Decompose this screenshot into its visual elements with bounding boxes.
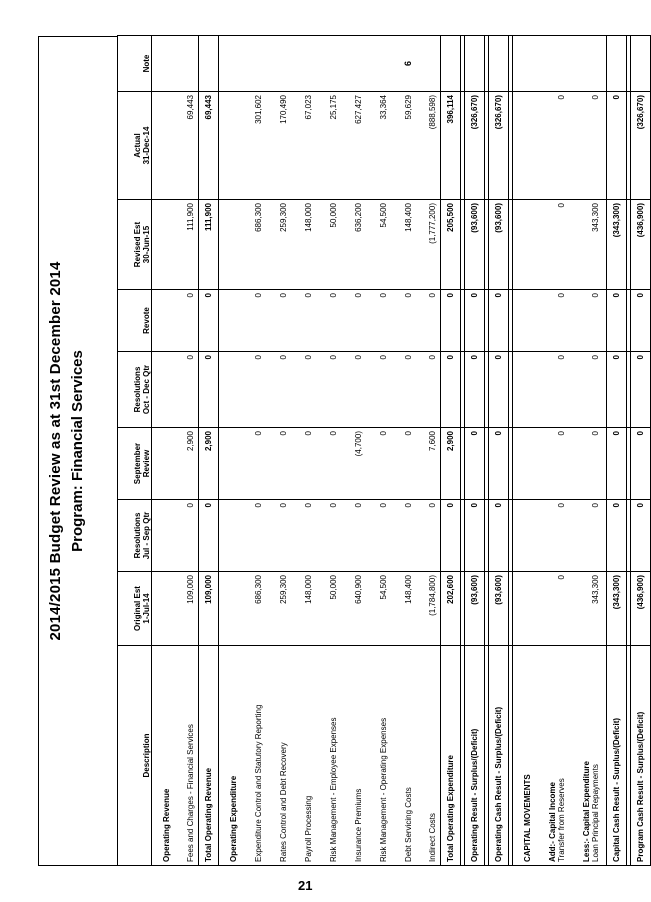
table-cell-value: 0 <box>535 92 569 200</box>
table-cell-value: (326,670) <box>489 92 509 200</box>
col-note: Note <box>118 36 152 92</box>
row-label: Total Operating Revenue <box>199 646 219 866</box>
table-cell-value: 0 <box>266 500 291 572</box>
table-cell-value: (326,670) <box>465 92 485 200</box>
table-cell <box>219 290 241 352</box>
table-cell <box>152 200 174 290</box>
row-label: Debt Servicing Costs <box>391 646 416 866</box>
table-cell-value: 0 <box>465 500 485 572</box>
table-cell-value: 0 <box>535 572 569 646</box>
row-label: Expenditure Control and Statutory Reporting <box>241 646 266 866</box>
table-cell-value: 0 <box>366 500 391 572</box>
table-cell <box>513 572 535 646</box>
table-cell-value: 0 <box>535 428 569 500</box>
row-label: Indirect Costs <box>416 646 441 866</box>
program-title: Program: Financial Services <box>69 350 86 552</box>
table-cell-value: (343,300) <box>607 572 627 646</box>
table-cell-value: 25,175 <box>316 92 341 200</box>
table-cell <box>513 92 535 200</box>
table-cell-value: (4,700) <box>341 428 366 500</box>
table-cell <box>513 500 535 572</box>
table-cell-value: 0 <box>535 200 569 290</box>
row-label: Capital Cash Result - Surplus/(Deficit) <box>607 646 627 866</box>
section-label: CAPITAL MOVEMENTS <box>513 646 535 866</box>
table-cell-value: 0 <box>631 500 651 572</box>
table-cell-value: (326,670) <box>631 92 651 200</box>
table-cell-value: 33,364 <box>366 92 391 200</box>
table-cell <box>366 36 391 92</box>
table-cell-value: 69,443 <box>174 92 199 200</box>
section-operating-expenditure <box>219 36 241 866</box>
table-cell-value: 0 <box>174 352 199 428</box>
table-cell-value: 0 <box>416 290 441 352</box>
table-cell <box>489 36 509 92</box>
table-cell-value: 0 <box>535 290 569 352</box>
table-row <box>341 36 366 866</box>
table-cell-value: 0 <box>607 92 627 200</box>
table-cell-value: 0 <box>569 352 603 428</box>
table-cell-value: 0 <box>341 352 366 428</box>
col-resolutions-jul-sep: Resolutions Jul - Sep Qtr <box>118 500 152 572</box>
total-row <box>607 36 627 866</box>
table-cell-value: (1,777,200) <box>416 200 441 290</box>
section-label: Operating Expenditure <box>219 646 241 866</box>
header-row <box>118 36 152 866</box>
rotated-budget-page <box>38 36 645 866</box>
table-cell <box>607 36 627 92</box>
table-row <box>569 36 603 866</box>
table-cell-value: 0 <box>607 290 627 352</box>
table-cell-value: 0 <box>316 500 341 572</box>
table-cell <box>152 36 174 92</box>
budget-table <box>117 35 651 866</box>
table-cell-value: (93,600) <box>489 572 509 646</box>
table-cell-value: (436,900) <box>631 200 651 290</box>
table-cell-value: 7,600 <box>416 428 441 500</box>
title-box <box>38 36 118 866</box>
table-cell-value: 0 <box>366 290 391 352</box>
table-cell-value: 0 <box>489 290 509 352</box>
table-cell-value: 205,500 <box>441 200 461 290</box>
total-row <box>199 36 219 866</box>
table-cell-value: 0 <box>316 290 341 352</box>
table-cell <box>266 36 291 92</box>
table-cell-value: 0 <box>366 352 391 428</box>
section-label: Operating Revenue <box>152 646 174 866</box>
table-cell-value: 0 <box>465 428 485 500</box>
table-row <box>416 36 441 866</box>
row-label: Payroll Processing <box>291 646 316 866</box>
row-label: Operating Result - Surplus/(Deficit) <box>465 646 485 866</box>
table-cell-value: 0 <box>631 428 651 500</box>
col-september-review: September Review <box>118 428 152 500</box>
table-cell <box>219 572 241 646</box>
table-cell-value: 0 <box>291 290 316 352</box>
table-row <box>535 36 569 866</box>
table-cell <box>513 36 535 92</box>
table-cell <box>199 36 219 92</box>
table-row <box>241 36 266 866</box>
table-cell-value: 0 <box>241 290 266 352</box>
table-cell-value: 0 <box>569 428 603 500</box>
table-cell-value: 0 <box>416 500 441 572</box>
table-cell <box>241 36 266 92</box>
table-cell-value: 0 <box>241 352 266 428</box>
table-cell-value: (888,598) <box>416 92 441 200</box>
col-original-est: Original Est 1-Jul-14 <box>118 572 152 646</box>
table-cell <box>219 500 241 572</box>
table-cell-value: 2,900 <box>199 428 219 500</box>
table-cell-value: 0 <box>316 428 341 500</box>
col-description: Description <box>118 646 152 866</box>
table-row <box>291 36 316 866</box>
table-cell-value: 0 <box>489 500 509 572</box>
table-row <box>316 36 341 866</box>
table-cell-value: 59,629 <box>391 92 416 200</box>
row-label: Risk Management - Employee Expenses <box>316 646 341 866</box>
row-label: Risk Management - Operating Expenses <box>366 646 391 866</box>
table-cell-value: 0 <box>391 352 416 428</box>
table-cell-value: 0 <box>416 352 441 428</box>
table-cell-value: (93,600) <box>465 572 485 646</box>
col-actual: Actual 31-Dec-14 <box>118 92 152 200</box>
row-label: Operating Cash Result - Surplus/(Deficit) <box>489 646 509 866</box>
table-cell <box>535 36 569 92</box>
table-cell-value: 0 <box>241 428 266 500</box>
table-cell-value: 396,114 <box>441 92 461 200</box>
table-cell-value: 54,500 <box>366 200 391 290</box>
table-cell-value: 0 <box>441 500 461 572</box>
total-row <box>489 36 509 866</box>
table-cell-value: 109,000 <box>199 572 219 646</box>
section-capital-movements <box>513 36 535 866</box>
table-cell-value: 0 <box>266 352 291 428</box>
col-resolutions-oct-dec: Resolutions Oct - Dec Qtr <box>118 352 152 428</box>
table-cell <box>152 352 174 428</box>
table-cell-value: 0 <box>341 290 366 352</box>
table-cell-value: 0 <box>607 428 627 500</box>
table-cell-value: 0 <box>535 352 569 428</box>
table-cell-value: 0 <box>291 428 316 500</box>
table-cell-value: 0 <box>174 500 199 572</box>
table-row <box>174 36 199 866</box>
table-cell-value: 636,200 <box>341 200 366 290</box>
table-cell-value: 0 <box>266 428 291 500</box>
table-cell <box>219 36 241 92</box>
table-cell-value: 2,900 <box>174 428 199 500</box>
table-cell-value: 0 <box>341 500 366 572</box>
table-cell-value: 0 <box>569 500 603 572</box>
table-cell-value: 67,023 <box>291 92 316 200</box>
table-cell-value: 0 <box>489 352 509 428</box>
table-cell-value: (93,600) <box>465 200 485 290</box>
table-cell <box>416 36 441 92</box>
row-label: Insurance Premiums <box>341 646 366 866</box>
table-cell <box>316 36 341 92</box>
table-cell-value: (1,784,800) <box>416 572 441 646</box>
table-cell-value: 343,300 <box>569 200 603 290</box>
table-cell <box>465 36 485 92</box>
table-cell-value: (436,900) <box>631 572 651 646</box>
table-cell <box>631 36 651 92</box>
table-cell-value: 0 <box>465 290 485 352</box>
table-cell-value: 202,600 <box>441 572 461 646</box>
table-cell-value: 0 <box>535 500 569 572</box>
table-cell-value: 686,300 <box>241 200 266 290</box>
table-cell-value: 0 <box>391 428 416 500</box>
table-cell <box>513 200 535 290</box>
table-cell-value: 0 <box>199 352 219 428</box>
table-cell-value: 0 <box>441 290 461 352</box>
table-cell <box>152 428 174 500</box>
table-cell <box>152 500 174 572</box>
table-row <box>366 36 391 866</box>
row-label: Add:- Capital Income Transfer from Reserves <box>535 646 569 866</box>
table-cell <box>341 36 366 92</box>
table-row <box>266 36 291 866</box>
table-cell <box>219 428 241 500</box>
table-cell-value: 0 <box>465 352 485 428</box>
col-revised-est: Revised Est 30-Jun-15 <box>118 200 152 290</box>
table-cell <box>152 92 174 200</box>
table-cell-value: 0 <box>631 352 651 428</box>
table-cell-value: 0 <box>266 290 291 352</box>
table-cell <box>569 36 603 92</box>
table-cell-value: 0 <box>241 500 266 572</box>
table-cell-value: 0 <box>631 290 651 352</box>
table-cell-value: 0 <box>316 352 341 428</box>
table-cell <box>219 92 241 200</box>
table-cell-value: (343,300) <box>607 200 627 290</box>
table-cell-value: 301,602 <box>241 92 266 200</box>
table-cell <box>152 290 174 352</box>
table-cell-value: 0 <box>391 290 416 352</box>
table-cell-value: 0 <box>569 290 603 352</box>
table-cell-value: 627,427 <box>341 92 366 200</box>
row-label: Total Operating Expenditure <box>441 646 461 866</box>
table-cell-value: (93,600) <box>489 200 509 290</box>
table-cell-value: 0 <box>441 352 461 428</box>
table-cell-value: 148,400 <box>391 200 416 290</box>
table-cell-value: 2,900 <box>441 428 461 500</box>
section-operating-revenue <box>152 36 174 866</box>
table-cell-value: 0 <box>291 500 316 572</box>
total-row <box>441 36 461 866</box>
row-label: Rates Control and Debt Recovery <box>266 646 291 866</box>
table-cell-value: 0 <box>569 92 603 200</box>
table-cell-value: 170,490 <box>266 92 291 200</box>
table-cell <box>152 572 174 646</box>
table-cell <box>174 36 199 92</box>
row-label: Less:- Capital Expenditure Loan Principal Repayments <box>569 646 603 866</box>
table-cell-value: 148,400 <box>391 572 416 646</box>
table-cell <box>219 352 241 428</box>
table-cell-value: 69,443 <box>199 92 219 200</box>
table-cell-value: 148,000 <box>291 572 316 646</box>
table-cell <box>291 36 316 92</box>
row-label: Fees and Charges - Financial Services <box>174 646 199 866</box>
table-cell-value: 111,900 <box>199 200 219 290</box>
table-cell <box>219 200 241 290</box>
total-row <box>465 36 485 866</box>
row-label: Program Cash Result - Surplus/(Deficit) <box>631 646 651 866</box>
col-revote: Revote <box>118 290 152 352</box>
table-cell-value: 640,900 <box>341 572 366 646</box>
table-row <box>391 36 416 866</box>
table-cell-value: 109,000 <box>174 572 199 646</box>
report-title: 2014/2015 Budget Review as at 31st December 2014 <box>47 261 64 641</box>
table-cell-value: 259,300 <box>266 200 291 290</box>
table-cell-value: 50,000 <box>316 572 341 646</box>
table-cell-value: 54,500 <box>366 572 391 646</box>
table-cell <box>513 352 535 428</box>
table-cell <box>441 36 461 92</box>
total-row <box>631 36 651 866</box>
table-cell-value: 686,300 <box>241 572 266 646</box>
table-cell-value: 0 <box>174 290 199 352</box>
table-cell-value: 0 <box>199 290 219 352</box>
page-number: 21 <box>298 878 313 893</box>
table-cell-value: 111,900 <box>174 200 199 290</box>
table-cell-value: 148,000 <box>291 200 316 290</box>
note-reference: 6 <box>391 36 416 92</box>
table-cell <box>513 428 535 500</box>
table-cell-value: 0 <box>607 500 627 572</box>
table-cell-value: 0 <box>291 352 316 428</box>
table-cell-value: 0 <box>489 428 509 500</box>
table-cell-value: 0 <box>391 500 416 572</box>
table-cell-value: 343,300 <box>569 572 603 646</box>
table-cell-value: 0 <box>366 428 391 500</box>
table-cell-value: 0 <box>607 352 627 428</box>
table-cell <box>513 290 535 352</box>
table-cell-value: 259,300 <box>266 572 291 646</box>
table-cell-value: 50,000 <box>316 200 341 290</box>
table-cell-value: 0 <box>199 500 219 572</box>
